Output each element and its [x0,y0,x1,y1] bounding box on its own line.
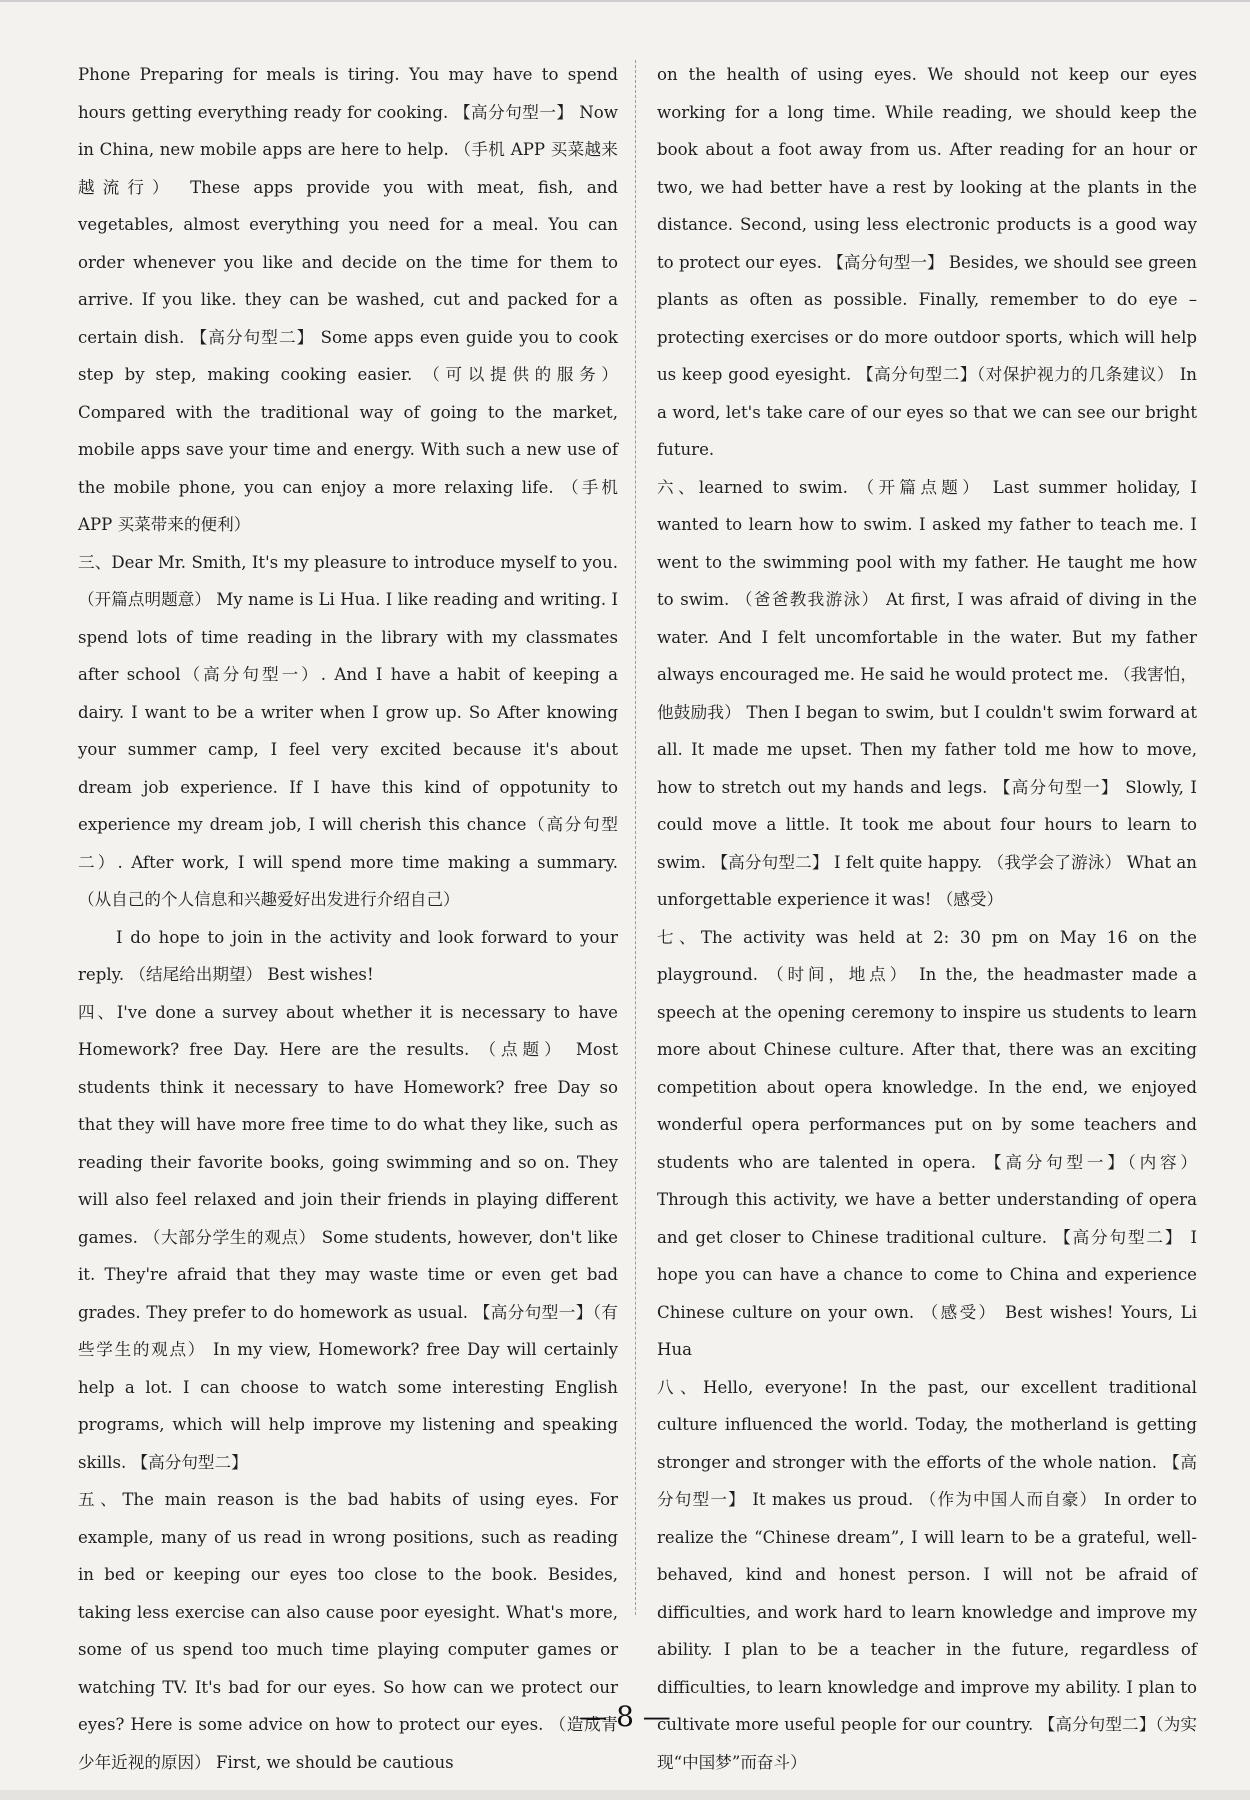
paragraph-section-5: 五、The main reason is the bad habits of using eyes. For example, many of us read in wrong positions, such as reading in bed or keeping our eyes too close to the book. Besides, taking less exercise can also cause poor eyesight. What's more, some of us spend too much time playing computer games or watching TV. It's bad for our eyes. So how can we protect our eyes? Here is some advice on how to protect our eyes. （造成青少年近视的原因） First, we should be cautious [78,1490,618,1772]
bottom-border [0,1790,1250,1800]
paragraph-section-6: 六、learned to swim. （开篇点题） Last summer holiday, I wanted to learn how to swim. I asked my father to teach me. I went to the swimming pool with my father. He taught me how to swim. （爸爸教我游泳） At first, I was afraid of diving in the water. And I felt uncomfortable in the water. But my father always encouraged me. He said he would protect me. （我害怕，他鼓励我） Then I began to swim, but I couldn't swim forward at all. It made me upset. Then my father told me how to move, how to stretch out my hands and legs. 【高分句型一】 Slowly, I could move a little. It took me about four hours to learn to swim. 【高分句型二】 I felt quite happy. （我学会了游泳） What an unforgettable experience it was! （感受） [657,477,1197,909]
left-column [78,56,618,1781]
paragraph-section-7: 七、The activity was held at 2: 30 pm on May 16 on the playground. （时间，地点） In the, the headmaster made a speech at the opening ceremony to inspire us students to learn more about Chinese culture. After that, there was an exciting competition about opera knowledge. In the end, we enjoyed wonderful opera performances put on by some teachers and students who are talented in opera. 【高分句型一】（内容） Through this activity, we have a better understanding of opera and get closer to Chinese traditional culture. 【高分句型二】 I hope you can have a chance to come to China and experience Chinese culture on your own. （感受） Best wishes! Yours, Li Hua [657,927,1197,1359]
column-divider [635,60,636,1615]
paragraph-section-8: 八、Hello, everyone! In the past, our excellent traditional culture influenced the world. Today, the motherland is getting stronger and stronger with the efforts of the whole nation. 【高分句型一】 It makes us proud. （作为中国人而自豪） In order to realize the “Chinese dream”, I will learn to be a grateful, well-behaved, kind and honest person. I will not be afraid of difficulties, and work hard to learn knowledge and improve my ability. I plan to be a teacher in the future, regardless of difficulties, to learn knowledge and improve my ability. I plan to cultivate more useful people for our country. 【高分句型二】（为实现“中国梦”而奋斗） [657,1377,1197,1772]
right-column [657,56,1197,1781]
paragraph-phone-apps: Phone Preparing for meals is tiring. You may have to spend hours getting everything ready for cooking. 【高分句型一】 Now in China, new mobile apps are here to help. （手机 APP 买菜越来越流行） These apps provide you with meat, fish, and vegetables, almost everything you need for a meal. You can order whenever you like and decide on the time for them to arrive. If you like. they can be washed, cut and packed for a certain dish. 【高分句型二】 Some apps even guide you to cook step by step, making cooking easier. （可以提供的服务） Compared with the traditional way of going to the market, mobile apps save your time and energy. With such a new use of the mobile phone, you can enjoy a more relaxing life. （手机 APP 买菜带来的便利） [78,65,618,534]
top-border [0,0,1250,2]
page-number: — 8 — [579,1700,671,1733]
paragraph-section-5-cont: on the health of using eyes. We should not keep our eyes working for a long time. While reading, we should keep the book about a foot away from us. After reading for an hour or two, we had better have a rest by looking at the plants in the distance. Second, using less electronic products is a good way to protect our eyes. 【高分句型一】 Besides, we should see green plants as often as possible. Finally, remember to do eye – protecting exercises or do more outdoor sports, which will help us keep good eyesight. 【高分句型二】（对保护视力的几条建议） In a word, let's take care of our eyes so that we can see our bright future. [657,65,1197,459]
paragraph-section-3-closing: I do hope to join in the activity and look forward to your reply. （结尾给出期望） Best wishes! [78,927,618,984]
paragraph-section-3: 三、Dear Mr. Smith, It's my pleasure to introduce myself to you. （开篇点明题意） My name is Li Hua. I like reading and writing. I spend lots of time reading in the library with my classmates after school（高分句型一）. And I have a habit of keeping a dairy. I want to be a writer when I grow up. So After knowing your summer camp, I feel very excited because it's about dream job experience. If I have this kind of oppotunity to experience my dream job, I will cherish this chance（高分句型二）. After work, I will spend more time making a summary. （从自己的个人信息和兴趣爱好出发进行介绍自己） [78,552,618,909]
paragraph-section-4: 四、I've done a survey about whether it is necessary to have Homework? free Day. Here are the results. （点题） Most students think it necessary to have Homework? free Day so that they will have more free time to do what they like, such as reading their favorite books, going swimming and so on. They will also feel relaxed and join their friends in playing different games. （大部分学生的观点） Some students, however, don't like it. They're afraid that they may waste time or even get bad grades. They prefer to do homework as usual. 【高分句型一】（有些学生的观点） In my view, Homework? free Day will certainly help a lot. I can choose to watch some interesting English programs, which will help improve my listening and speaking skills. 【高分句型二】 [78,1002,618,1472]
